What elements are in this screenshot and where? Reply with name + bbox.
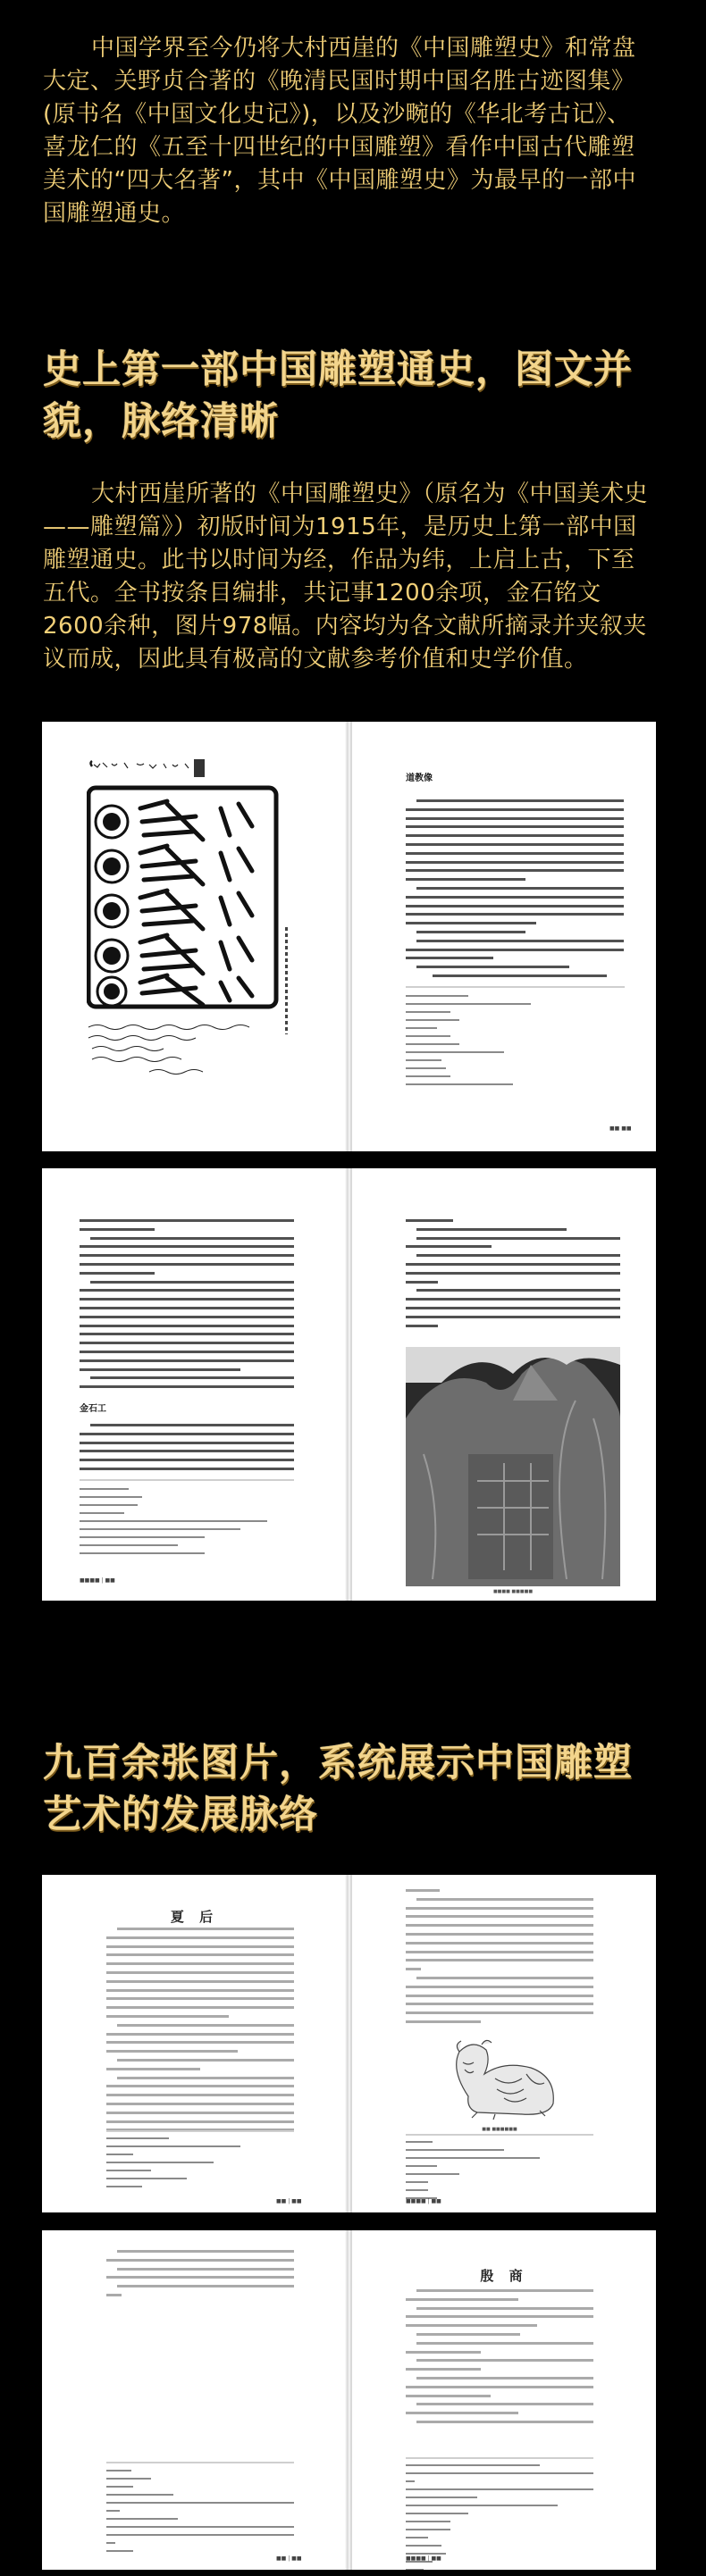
body-text-block bbox=[406, 799, 624, 983]
footnotes bbox=[106, 2137, 240, 2194]
spread4-left-page bbox=[42, 2230, 347, 2570]
spread4-right-page bbox=[352, 2230, 656, 2570]
stone-relief-photo bbox=[406, 1347, 620, 1586]
footnotes bbox=[80, 1488, 267, 1560]
stone-rubbing-image bbox=[87, 759, 280, 1085]
chapter-title-yin-shang: 殷 商 bbox=[480, 2268, 528, 2284]
body-text-block bbox=[80, 1219, 294, 1394]
spread1-right-page bbox=[352, 722, 656, 1151]
spread1-left-page bbox=[42, 722, 347, 1151]
section-heading-nine-hundred-images: 九百余张图片，系统展示中国雕塑艺术的发展脉络 bbox=[43, 1741, 633, 1837]
page-folio: ■■ ■■ bbox=[609, 1125, 632, 1132]
book-spread-3 bbox=[42, 1875, 656, 2212]
page-folio: ■■■■ | ■■ bbox=[406, 2555, 441, 2562]
body-text-block bbox=[406, 1219, 620, 1333]
intro-paragraph: 中国学界至今仍将大村西崖的《中国雕塑史》和常盘大定、关野贞合著的《晚清民国时期中国名胜古迹图集》(原书名《中国文化史记》)，以及沙畹的《华北考古记》、喜龙仁的《五至十四世纪的中国雕塑》看作中国古代雕塑美术的“四大名著”，其中《中国雕塑史》为最早的一部中国雕塑通史。 bbox=[43, 35, 636, 227]
spread3-left-page bbox=[42, 1875, 347, 2212]
body-text-block bbox=[406, 1889, 593, 2029]
vertical-caption bbox=[285, 927, 288, 1034]
page-folio: ■■■■ | ■■ bbox=[406, 2198, 441, 2204]
spread2-right-page bbox=[352, 1168, 656, 1601]
footnotes bbox=[406, 995, 531, 1091]
body-text-block bbox=[106, 1928, 294, 2137]
beast-illustration bbox=[441, 2034, 558, 2123]
page-folio: ■■ | ■■ bbox=[276, 2555, 302, 2562]
footnote-rule bbox=[406, 2134, 593, 2136]
spread3-right-page bbox=[352, 1875, 656, 2212]
spread2-left-page bbox=[42, 1168, 347, 1601]
page-folio: ■■ | ■■ bbox=[276, 2198, 302, 2204]
body-text-block bbox=[406, 2289, 593, 2430]
footnotes bbox=[406, 2464, 593, 2570]
page-folio: ■■■■ | ■■ bbox=[80, 1577, 115, 1584]
footnote-rule bbox=[80, 1479, 294, 1481]
page-heading-daoist-statues: 道教像 bbox=[406, 774, 433, 783]
footnote-rule bbox=[106, 2462, 294, 2463]
footnotes bbox=[106, 2470, 294, 2558]
book-spread-4 bbox=[42, 2230, 656, 2570]
illustration-caption: ■■ ■■■■■■ bbox=[482, 2127, 517, 2132]
section1-paragraph: 大村西崖所著的《中国雕塑史》（原名为《中国美术史——雕塑篇》）初版时间为1915年，是历史上第一部中国雕塑通史。此书以时间为经，作品为纬，上启上古，下至五代。全书按条目编排，共记事1200余项，金石铭文2600余种，图片978幅。内容均为各文献所摘录并夹叙夹议而成，因此具有极高的文献参考价值和史学价值。 bbox=[43, 481, 649, 673]
section-heading-metal-stone: 金石工 bbox=[80, 1404, 106, 1414]
footnote-rule bbox=[406, 986, 625, 988]
photo-caption: ■■■■ ■■■■■ bbox=[492, 1589, 534, 1594]
footnote-rule bbox=[106, 2130, 294, 2132]
book-spread-2 bbox=[42, 1168, 656, 1601]
book-spread-1 bbox=[42, 722, 656, 1151]
section-heading-first-history: 史上第一部中国雕塑通史，图文并貌，脉络清晰 bbox=[43, 347, 633, 444]
body-text-block bbox=[106, 2250, 294, 2303]
body-text-block bbox=[80, 1424, 294, 1476]
footnotes bbox=[406, 2141, 540, 2205]
footnote-rule bbox=[406, 2457, 593, 2459]
chapter-title-xia: 夏 后 bbox=[170, 1909, 219, 1925]
